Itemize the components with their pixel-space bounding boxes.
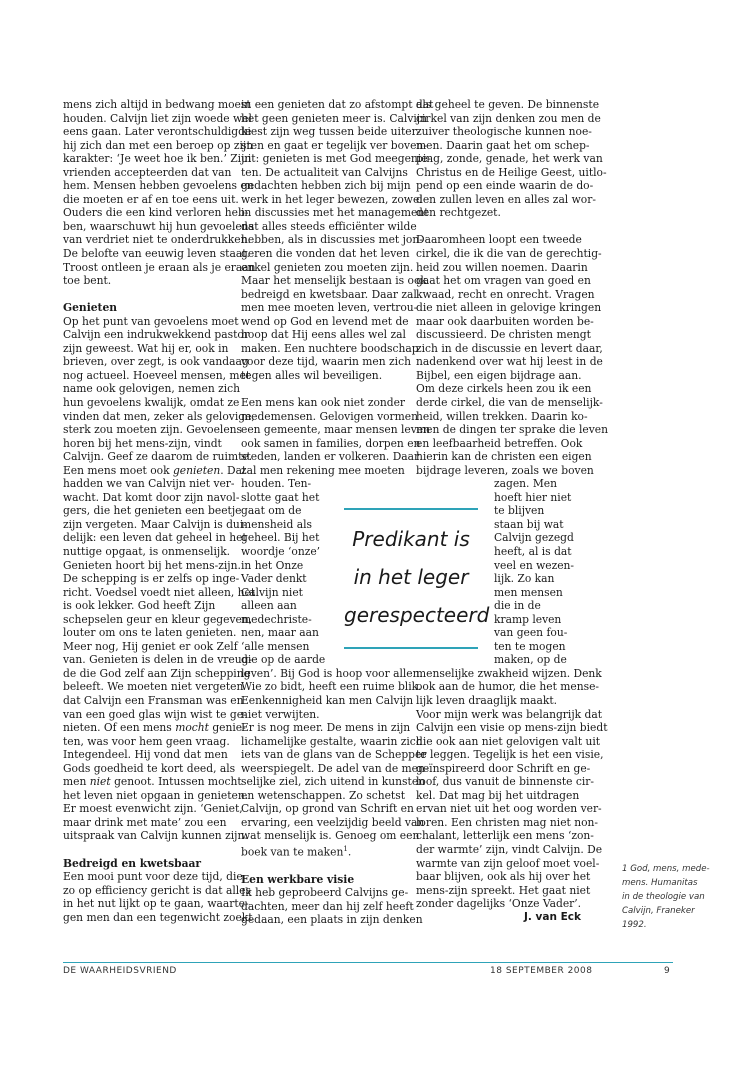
issue-date: 18 SEPTEMBER 2008 (490, 966, 593, 976)
paragraph-bedreigd: Een mooi punt voor deze tijd, die zo op efficiency gericht is dat alles in het nut lijkt op te gaan, waarte- gen men dan een tegenwicht zoekt (63, 870, 253, 924)
article-column-1 (63, 98, 256, 924)
author-signature: J. van Eck (524, 910, 581, 923)
pull-quote-bottom-rule (344, 647, 478, 649)
section-heading-werkbare-visie: Een werkbare visie (241, 872, 355, 886)
page-number: 9 (664, 966, 671, 976)
footer-rule (63, 962, 673, 963)
pull-quote-line-3: gerespecteerd (344, 603, 490, 627)
paragraph-genieten: Op het punt van gevoelens moet Calvijn een indrukwekkend pastor zijn geweest. Wat hij er, ook in brieven, over zegt, is ook vandaag nog actueel. Hoeveel mensen, met name ook gelovigen, nemen zich hun gevoelens kwalijk, omdat ze vinden dat men, zeker als gelovige, sterk zou moeten zijn. Gevoelens horen bij het mens-zijn, vindt Calvijn. Geef ze daarom de ruimte. Een mens moet ook genieten. Dat hadden we van Calvijn niet ver- wacht. Dat komt door zijn navol- gers, die het genieten een beetje zijn vergeten. Maar Calvijn is dui- delijk: een leven dat geheel in het nuttige opgaat, is onmenselijk. Genieten hoort bij het mens-zijn. De schepping is er zelfs op inge- richt. Voedsel voedt niet alleen, het is ook lekker. God heeft Zijn schepselen geur en kleur gegeven, louter om ons te laten genieten. Meer nog, Hij geniet er ook Zelf van. Genieten is delen in de vreug- de die God zelf aan Zijn schepping beleeft. We moeten niet vergeten dat Calvijn een Fransman was en van een goed glas wijn wist te ge- nieten. Of een mens mocht genie- ten, was voor hem geen vraag. Integendeel. Hij vond dat men Gods goedheid te kort deed, als men niet genoot. Intussen mocht het leven niet opgaan in genieten. Er moest evenwicht zijn. ‘Geniet, maar drink met mate’ zou een uitspraak van Calvijn kunnen zijn. (63, 314, 256, 843)
section-heading-genieten: Genieten (63, 301, 118, 315)
paragraph-medemensen: Een mens kan ook niet zonder medemensen. Gelovigen vormen een gemeente, maar mensen leven ook samen in families, dorpen en steden, landen er volkeren. Daar zal men rekening mee moeten houden. Ten- slotte gaat het gaat om de mensheid als geheel. Bij het woordje ‘onze’ in het Onze Vader denkt Calvijn niet alleen aan medechriste- nen, maar aan ‘alle mensen die op de aarde leven’. Bij God is hoop voor allen. Wie zo bidt, heeft een ruime blik. Eenkennigheid kan men Calvijn niet verwijten. Er is nog meer. De mens in zijn lichamelijke gestalte, waarin zich iets van de glans van de Schepper weerspiegelt. De adel van de men- selijke ziel, zich uitend in kunsten en wetenschappen. Zo schetst Calvijn, op grond van Schrift en ervaring, een veelzijdig beeld van wat menselijk is. Genoeg om een boek van te maken$^1$. (241, 395, 430, 859)
paragraph-col3-intro: als geheel te geven. De binnenste cirkel van zijn denken zou men de zuiver theologische kunnen noe- men. Daarin gaat het om schep- ping, zonde, genade, het werk van Christus en de Heilige Geest, uitlo- pend op een einde waarin de do- den zullen leven en alles zal wor- den rechtgezet. (416, 98, 607, 220)
paragraph-col1-intro: mens zich altijd in bedwang moest houden. Calvijn liet zijn woede wel eens gaan. Later verontschuldigde hij zich dan met een beroep op zijn karakter: ‘Je weet hoe ik ben.’ Zijn vrienden accepteerden dat van hem. Mensen hebben gevoelens en die moeten er af en toe eens uit. Ouders die een kind verloren heb- ben, waarschuwt hij hun gevoelens van verdriet niet te onderdrukken. De belofte van eeuwig leven staat. Troost ontleen je eraan als je eraan toe bent. (63, 98, 256, 288)
footnote: 1 God, mens, mede- mens. Humanitas in de theologie van Calvijn, Franeker 1992. (622, 864, 710, 930)
footnote-marker: 1 (343, 845, 348, 854)
pull-quote-line-1: Predikant is (352, 527, 470, 551)
section-heading-bedreigd: Bedreigd en kwetsbaar (63, 856, 202, 870)
paragraph-col2-intro: in een genieten dat zo afstompt dat het geen genieten meer is. Calvijn kiest zijn weg tussen beide uiter- sten en gaat er tegelijk ver boven- uit: genieten is met God meegenie- ten. De actualiteit van Calvijns gedachten hebben zich bij mijn werk in het leger bewezen, zowel in discussies met het management dat alles steeds efficiënter wilde hebben, als in discussies met jon- geren die vonden dat het leven enkel genieten zou moeten zijn. Maar het menselijk bestaan is ook bedreigd en kwetsbaar. Daar zal men mee moeten leven, vertrou- wend op God en levend met de hoop dat Hij eens alles wel zal maken. Een nuchtere boodschap voor deze tijd, waarin men zich tegen alles wil beveiligen. (241, 98, 434, 382)
paragraph-cirkels: Daaromheen loopt een tweede cirkel, die ik die van de gerechtig- heid zou willen noemen. Daarin gaat het om vragen van goed en kwaad, recht en onrecht. Vragen die niet alleen in gelovige kringen maar ook daarbuiten worden be- discussieerd. De christen mengt zich in de discussie en levert daar, nadenkend over wat hij leest in de Bijbel, een eigen bijdrage aan. Om deze cirkels heen zou ik een derde cirkel, die van de menselijk- heid, willen trekken. Daarin ko- men de dingen ter sprake die leven en leefbaarheid betreffen. Ook hierin kan de christen een eigen bijdrage leveren, zoals we boven zagen. Men hoeft hier niet te blijven staan bij wat Calvijn gezegd heeft, al is dat veel en wezen- lijk. Zo kan men mensen die in de kramp leven van geen fou- ten te mogen maken, op de menselijke zwakheid wijzen. Denk ook aan de humor, die het mense- lijk leven draaglijk maakt. (416, 233, 608, 708)
paragraph-werkbare-visie: Ik heb geprobeerd Calvijns ge- dachten, meer dan hij zelf heeft gedaan, een plaats in zijn denken (241, 886, 423, 927)
pull-quote-line-2: in het leger (353, 565, 469, 589)
pull-quote-top-rule (344, 508, 478, 510)
pull-quote (344, 508, 490, 649)
paragraph-werk: Voor mijn werk was belangrijk dat Calvijn een visie op mens-zijn biedt die ook aan niet gelovigen valt uit te leggen. Tegelijk is het een visie, geïnspireerd door Schrift en ge- loof, dus vanuit de binnenste cir- kel. Dat mag bij het uitdragen ervan niet uit het oog worden ver- loren. Een christen mag niet non- chalant, letterlijk een mens ‘zon- der warmte’ zijn, vindt Calvijn. De warmte van zijn geloof moet voel- baar blijven, ook als hij over het mens-zijn spreekt. Het gaat niet zonder dagelijks ‘Onze Vader’. (416, 707, 608, 911)
publication-name: DE WAARHEIDSVRIEND (63, 966, 177, 976)
